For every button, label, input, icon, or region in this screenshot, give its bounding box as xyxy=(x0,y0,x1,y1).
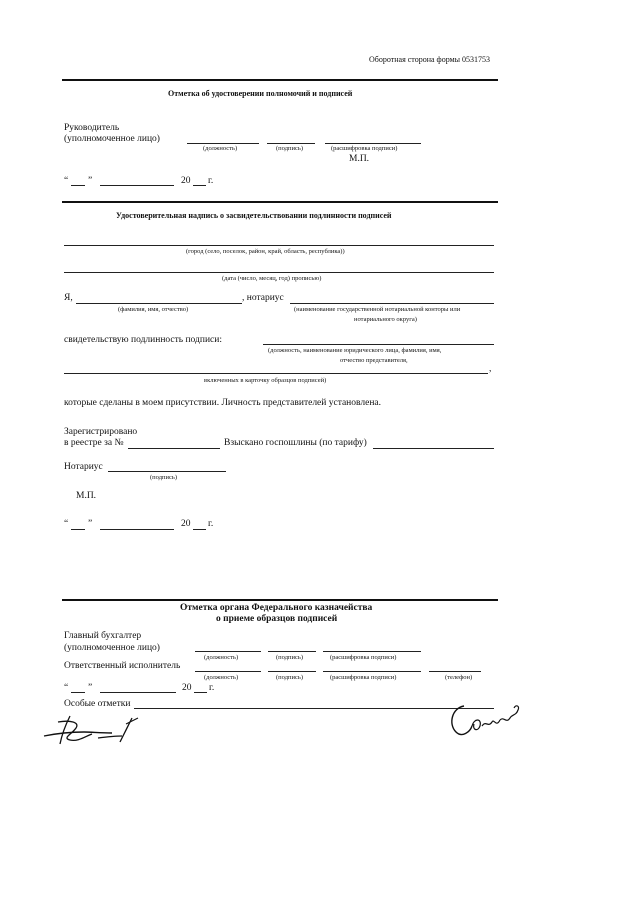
notary-office-line[interactable] xyxy=(290,303,494,304)
date-words-line[interactable] xyxy=(64,272,494,273)
executor-position-line[interactable] xyxy=(195,671,261,672)
handwritten-signature-right xyxy=(446,698,526,742)
year-suffix: г. xyxy=(208,176,214,186)
date-open-quote: “ xyxy=(64,176,69,186)
handwritten-signature-left xyxy=(40,712,150,748)
s3-date-close-quote: ” xyxy=(88,683,93,693)
notary-year-prefix: 20 xyxy=(181,519,191,529)
chief-accountant-sub: (уполномоченное лицо) xyxy=(64,643,160,653)
notary-date-close-quote: ” xyxy=(88,519,93,529)
certify-label: свидетельствую подлинность подписи: xyxy=(64,335,222,345)
fio-line[interactable] xyxy=(76,303,242,304)
manager-signature-line[interactable] xyxy=(267,143,315,144)
caption-chief-signature: (подпись) xyxy=(276,654,303,661)
s3-date-day-line[interactable] xyxy=(71,692,85,693)
notary-label: Нотариус xyxy=(64,462,103,472)
s3-date-open-quote: “ xyxy=(64,683,69,693)
trailing-comma: , xyxy=(489,364,492,374)
caption-notary-signature: (подпись) xyxy=(150,474,177,481)
chief-accountant-label: Главный бухгалтер xyxy=(64,631,142,641)
caption-notary-office: (наименование государственной нотариальной конторы или xyxy=(294,306,461,313)
section1-title: Отметка об удостоверении полномочий и подписей xyxy=(168,89,353,98)
caption-position-org: (должность, наименование юридического лица, фамилия, имя, xyxy=(268,347,442,354)
notary-year-suffix: г. xyxy=(208,519,214,529)
city-line[interactable] xyxy=(64,245,494,246)
notary-stamp-label: М.П. xyxy=(76,491,97,501)
manager-decoding-line[interactable] xyxy=(325,143,421,144)
stamp-label: М.П. xyxy=(349,154,370,164)
year-prefix: 20 xyxy=(181,176,191,186)
registry-number-label: в реестре за № xyxy=(64,438,124,448)
caption-position: (должность) xyxy=(203,145,238,152)
notary-signature-line[interactable] xyxy=(108,471,226,472)
special-notes-line[interactable] xyxy=(134,708,494,709)
caption-executor-decoding: (расшифровка подписи) xyxy=(330,674,397,681)
year-line[interactable] xyxy=(193,185,206,186)
special-notes-label: Особые отметки xyxy=(64,699,131,709)
manager-label-sub: (уполномоченное лицо) xyxy=(64,134,160,144)
notary-date-open-quote: “ xyxy=(64,519,69,529)
s3-year-line[interactable] xyxy=(194,692,207,693)
section3-subtitle: о приеме образцов подписей xyxy=(216,614,338,624)
manager-position-line[interactable] xyxy=(187,143,259,144)
signatories-line[interactable] xyxy=(64,373,488,374)
section3-title: Отметка органа Федерального казначейства xyxy=(180,603,373,613)
notary-year-line[interactable] xyxy=(193,529,206,530)
caption-date-words: (дата (число, месяц, год) прописью) xyxy=(222,275,322,282)
fee-line[interactable] xyxy=(373,448,494,449)
caption-executor-position: (должность) xyxy=(204,674,239,681)
chief-signature-line[interactable] xyxy=(268,651,316,652)
caption-chief-decoding: (расшифровка подписи) xyxy=(330,654,397,661)
fee-label: Взыскано госпошлины (по тарифу) xyxy=(224,438,367,448)
header-rule xyxy=(62,79,498,81)
ya-label: Я, xyxy=(64,293,73,303)
executor-decoding-line[interactable] xyxy=(323,671,421,672)
date-month-line[interactable] xyxy=(100,185,174,186)
executor-phone-line[interactable] xyxy=(429,671,481,672)
s3-year-suffix: г. xyxy=(209,683,215,693)
caption-chief-position: (должность) xyxy=(204,654,239,661)
chief-position-line[interactable] xyxy=(195,651,261,652)
caption-included: включенных в карточку образцов подписей) xyxy=(204,377,327,384)
caption-signature: (подпись) xyxy=(276,145,303,152)
s3-year-prefix: 20 xyxy=(182,683,192,693)
executor-label: Ответственный исполнитель xyxy=(64,661,181,671)
caption-phone: (телефон) xyxy=(445,674,473,681)
presence-text: которые сделаны в моем присутствии. Личность представителей установлена. xyxy=(64,398,382,408)
registry-number-line[interactable] xyxy=(128,448,220,449)
date-day-line[interactable] xyxy=(71,185,85,186)
form-reference: Оборотная сторона формы 0531753 xyxy=(369,55,491,64)
chief-decoding-line[interactable] xyxy=(323,651,421,652)
s3-date-month-line[interactable] xyxy=(100,692,176,693)
notary-date-month-line[interactable] xyxy=(100,529,174,530)
section2-rule xyxy=(62,599,498,601)
manager-label: Руководитель xyxy=(64,123,120,133)
caption-position-org-sub: отчество представителя, xyxy=(340,357,408,364)
section2-title: Удостоверительная надпись о засвидетельствовании подлинности подписей xyxy=(116,211,392,220)
registered-label: Зарегистрировано xyxy=(64,427,138,437)
executor-signature-line[interactable] xyxy=(268,671,316,672)
caption-decoding: (расшифровка подписи) xyxy=(331,145,398,152)
caption-city: (город (село, поселок, район, край, область, республика)) xyxy=(186,248,345,255)
certify-line[interactable] xyxy=(263,344,494,345)
date-close-quote: ” xyxy=(88,176,93,186)
caption-notary-office-sub: нотариального округа) xyxy=(354,316,417,323)
caption-executor-signature: (подпись) xyxy=(276,674,303,681)
caption-fio: (фамилия, имя, отчество) xyxy=(118,306,189,313)
notary-date-day-line[interactable] xyxy=(71,529,85,530)
notary-comma-label: , нотариус xyxy=(242,293,284,303)
section1-rule xyxy=(62,201,498,203)
